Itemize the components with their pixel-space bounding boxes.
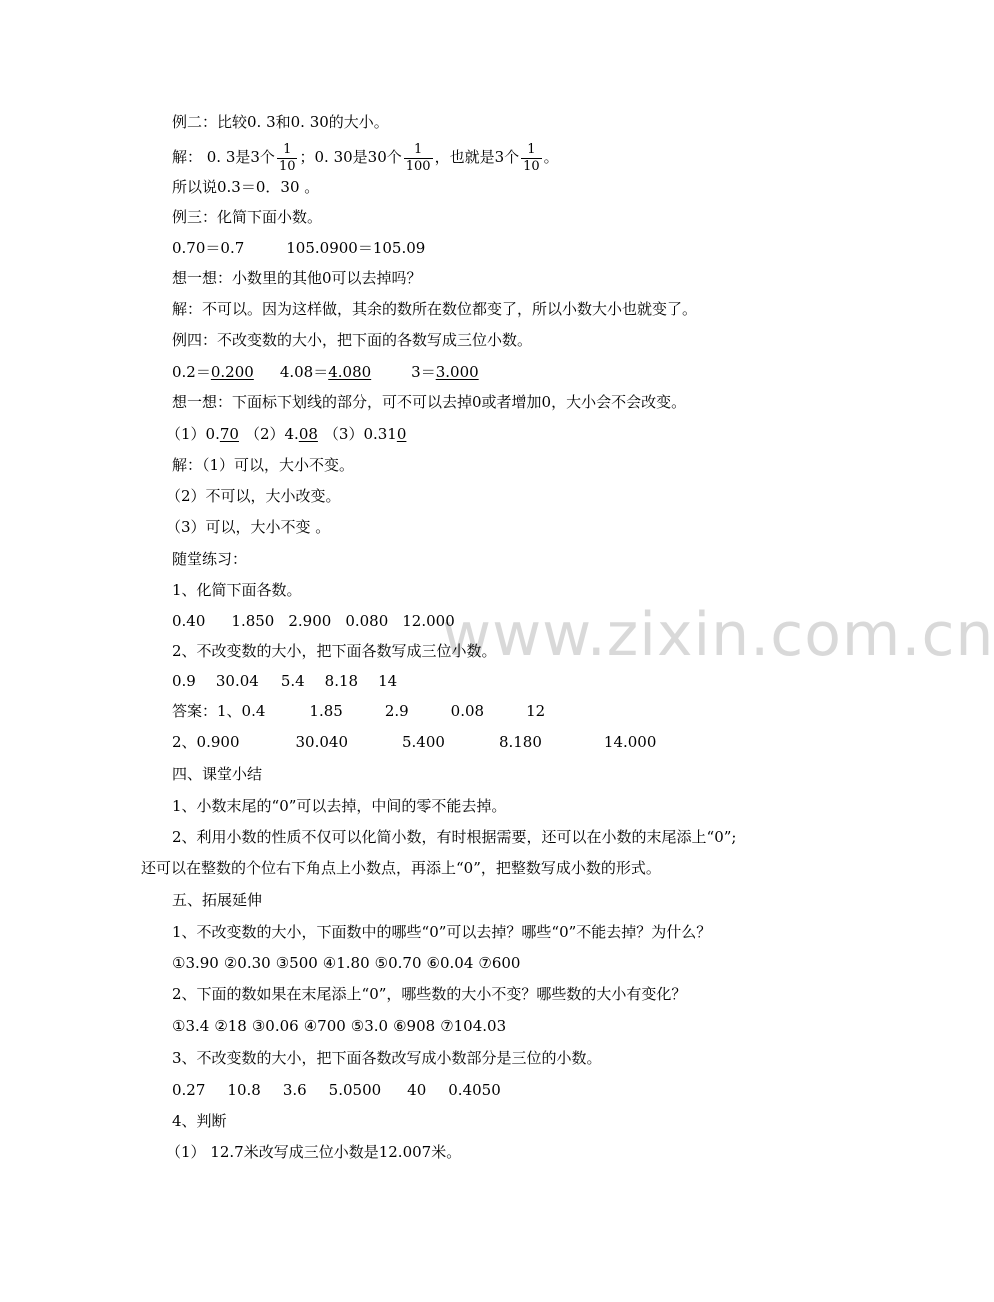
example-answer-underlined: 4.080 <box>328 363 372 381</box>
number-item: ③500 <box>275 954 318 972</box>
number-item: ⑥0.04 <box>426 954 474 972</box>
number-item: 2.900 <box>288 612 332 630</box>
fraction-numerator: 1 <box>527 141 536 157</box>
number-item: ⑥908 <box>393 1017 436 1035</box>
example-2-title: 例二：比较0. 3和0. 30的大小。 <box>172 113 389 131</box>
practice-numbers-2 <box>172 671 397 691</box>
solution-text-c: ，也就是3个 <box>434 148 520 166</box>
number-item: ②18 <box>214 1017 247 1035</box>
number-item: 40 <box>407 1081 427 1099</box>
answer-row-2 <box>172 732 656 752</box>
answer-item: 2.9 <box>384 702 409 720</box>
item-prefix: （1）0. <box>166 425 220 443</box>
think-question-2: 想一想：下面标下划线的部分，可不可以去掉0或者增加0，大小会不会改变。 <box>172 393 687 411</box>
practice-heading: 随堂练习： <box>172 550 248 568</box>
extension-question-3: 3、不改变数的大小，把下面各数改写成小数部分是三位的小数。 <box>172 1049 602 1067</box>
example-2-solution <box>172 140 559 175</box>
extension-question-1: 1、不改变数的大小，下面数中的哪些“0”可以去掉？哪些“0”不能去掉？为什么？ <box>172 923 712 941</box>
number-item: 8.18 <box>324 672 359 690</box>
number-item: 30.04 <box>215 672 259 690</box>
fraction-numerator: 1 <box>414 141 423 157</box>
number-item: ①3.4 <box>172 1017 210 1035</box>
simplify-examples <box>172 238 425 258</box>
number-item: 0.40 <box>172 612 206 630</box>
number-item: 14 <box>378 672 398 690</box>
summary-point-1: 1、小数末尾的“0”可以去掉，中间的零不能去掉。 <box>172 797 507 815</box>
number-item: ②0.30 <box>223 954 271 972</box>
simplify-example-2: 105.0900＝105.09 <box>286 239 426 257</box>
number-item: 1.850 <box>231 612 275 630</box>
number-item: 10.8 <box>227 1081 261 1099</box>
answer-item: 1.85 <box>309 702 343 720</box>
item-underlined-part: 08 <box>298 425 318 443</box>
number-item: ④700 <box>303 1017 346 1035</box>
answer-item: 2、0.900 <box>172 733 240 751</box>
three-decimal-examples <box>172 362 479 382</box>
extension-numbers-2 <box>172 1016 506 1036</box>
judgement-item-1: （1） 12.7米改写成三位小数是12.007米。 <box>166 1143 462 1161</box>
item-underlined-part: 0 <box>396 425 407 443</box>
example-answer-underlined: 3.000 <box>435 363 479 381</box>
fraction-one-tenth <box>521 142 542 175</box>
answer-item: 5.400 <box>402 733 445 751</box>
simplify-example-1: 0.70＝0.7 <box>172 239 245 257</box>
example-answer-underlined: 0.200 <box>210 363 254 381</box>
extension-numbers-3 <box>172 1080 501 1100</box>
answer-item: 8.180 <box>498 733 542 751</box>
number-item: ①3.90 <box>172 954 219 972</box>
answer-item: 12 <box>526 702 546 720</box>
fraction-numerator: 1 <box>283 141 292 157</box>
example-lhs: 0.2＝ <box>172 363 211 381</box>
number-item: 0.4050 <box>448 1081 501 1099</box>
practice-numbers-1 <box>172 611 455 631</box>
number-item: ⑦600 <box>478 954 521 972</box>
item-prefix: （2）4. <box>244 425 299 443</box>
number-item: 12.000 <box>402 612 455 630</box>
number-item: 5.4 <box>280 672 305 690</box>
fraction-one-tenth <box>277 142 298 175</box>
fraction-denominator: 100 <box>405 158 431 174</box>
summary-point-2: 2、利用小数的性质不仅可以化简小数，有时根据需要，还可以在小数的末尾添上“0”; <box>172 828 737 846</box>
answer-item: 0.08 <box>450 702 485 720</box>
number-item: 0.9 <box>172 672 196 690</box>
solution-text-a: 解： 0. 3是3个 <box>172 148 275 166</box>
item-prefix: （3）0.31 <box>323 425 397 443</box>
number-item: 3.6 <box>282 1081 307 1099</box>
think-question-1: 想一想：小数里的其他0可以去掉吗？ <box>172 269 422 287</box>
number-item: ⑦104.03 <box>440 1017 507 1035</box>
number-item: ④1.80 <box>322 954 370 972</box>
item-underlined-part: 70 <box>219 425 239 443</box>
answer-item: 14.000 <box>603 733 657 751</box>
fraction-denominator: 10 <box>523 158 540 174</box>
think-answer-1: 解：不可以。因为这样做，其余的数所在数位都变了，所以小数大小也就变了。 <box>172 300 698 318</box>
fraction-one-hundredth <box>404 142 433 175</box>
number-item: 5.0500 <box>328 1081 382 1099</box>
number-item: ⑤3.0 <box>350 1017 389 1035</box>
example-3-title: 例三：化简下面小数。 <box>172 208 323 226</box>
answer-line-3: （3）可以，大小不变 。 <box>166 518 331 536</box>
conclusion-line: 所以说0.3＝0．30 。 <box>172 178 320 196</box>
extension-question-2: 2、下面的数如果在末尾添上“0”，哪些数的大小不变？哪些数的大小有变化？ <box>172 985 687 1003</box>
example-lhs: 4.08＝ <box>279 363 329 381</box>
section-4-heading: 四、课堂小结 <box>172 765 263 783</box>
number-item: ③0.06 <box>251 1017 299 1035</box>
underline-examples <box>166 424 406 444</box>
practice-question-1: 1、化简下面各数。 <box>172 581 302 599</box>
fraction-denominator: 10 <box>278 158 296 174</box>
solution-text-d: 。 <box>543 148 559 166</box>
example-4-title: 例四：不改变数的大小，把下面的各数写成三位小数。 <box>172 331 533 349</box>
number-item: 0.080 <box>345 612 389 630</box>
answer-item: 30.040 <box>295 733 348 751</box>
judgement-heading: 4、判断 <box>172 1112 227 1130</box>
answer-item: 答案：1、0.4 <box>172 702 266 720</box>
answer-row-1 <box>172 701 545 721</box>
answer-line-2: （2）不可以，大小改变。 <box>166 487 341 505</box>
practice-question-2: 2、不改变数的大小，把下面各数写成三位小数。 <box>172 642 497 660</box>
number-item: ⑤0.70 <box>374 954 422 972</box>
answer-line-1: 解：（1）可以，大小不变。 <box>172 456 355 474</box>
extension-numbers-1 <box>172 953 520 973</box>
watermark: www.zixin.com.cn <box>442 600 994 670</box>
section-5-heading: 五、拓展延伸 <box>172 891 263 909</box>
summary-point-2-cont: 还可以在整数的个位右下角点上小数点，再添上“0”，把整数写成小数的形式。 <box>141 859 661 877</box>
example-lhs: 3＝ <box>411 363 436 381</box>
number-item: 0.27 <box>172 1081 206 1099</box>
solution-text-b: ；0. 30是30个 <box>299 148 402 166</box>
